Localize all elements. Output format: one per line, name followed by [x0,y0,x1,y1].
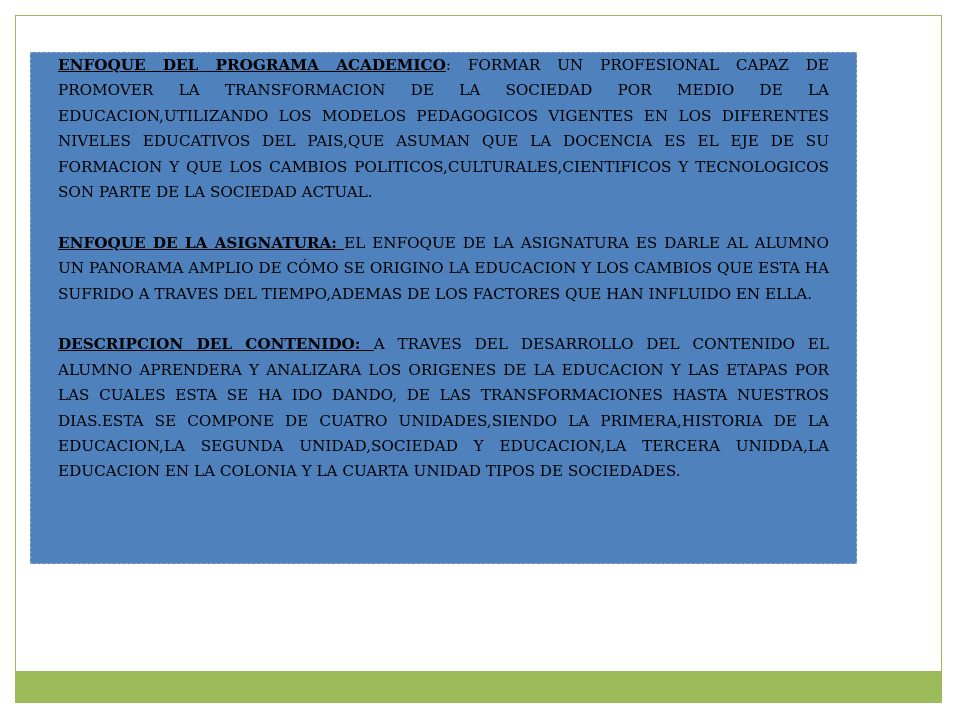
paragraph-enfoque-asignatura [58,231,829,307]
body-enfoque-programa: FORMAR UN PROFESIONAL CAPAZ DE PROMOVER LA TRANSFORMACION DE LA SOCIEDAD POR MEDIO DE LA EDUCACION,UTILIZANDO LOS MODELOS PEDAGOGICOS VIGENTES EN LOS DIFERENTES NIVELES EDUCATIVOS DEL PAIS,QUE ASUMAN QUE LA DOCENCIA ES EL EJE DE SU FORMACION Y QUE LOS CAMBIOS POLITICOS,CULTURALES,CIENTIFICOS Y TECNOLOGICOS SON PARTE DE LA SOCIEDAD ACTUAL. [58,56,830,202]
heading-enfoque-programa: ENFOQUE DEL PROGRAMA ACADEMICO [58,56,446,74]
paragraph-descripcion-contenido [58,332,829,484]
heading-separator: : [445,56,468,74]
bottom-accent-bar [15,671,942,703]
body-enfoque-asignatura: EL ENFOQUE DE LA ASIGNATURA ES DARLE AL ALUMNO UN PANORAMA AMPLIO DE CÓMO SE ORIGINO LA EDUCACION Y LOS CAMBIOS QUE ESTA HA SUFRIDO A TRAVES DEL TIEMPO,ADEMAS DE LOS FACTORES QUE HAN INFLUIDO EN ELLA. [58,233,829,303]
paragraph-enfoque-programa [58,53,829,205]
body-descripcion-contenido: A TRAVES DEL DESARROLLO DEL CONTENIDO EL ALUMNO APRENDERA Y ANALIZARA LOS ORIGENES DE LA EDUCACION Y LAS ETAPAS POR LAS CUALES ESTA SE HA IDO DANDO, DE LAS TRANSFORMACIONES HASTA NUESTROS DIAS.ESTA SE COMPONE DE CUATRO UNIDADES,SIENDO LA PRIMERA,HISTORIA DE LA EDUCACION,LA SEGUNDA UNIDAD,SOCIEDAD Y EDUCACION,LA TERCERA UNIDDA,LA EDUCACION EN LA COLONIA Y LA CUARTA UNIDAD TIPOS DE SOCIEDADES. [58,335,829,481]
heading-enfoque-asignatura: ENFOQUE DE LA ASIGNATURA: [58,233,345,252]
content-text-box [30,52,857,564]
heading-descripcion-contenido: DESCRIPCION DEL CONTENIDO: [58,335,374,354]
